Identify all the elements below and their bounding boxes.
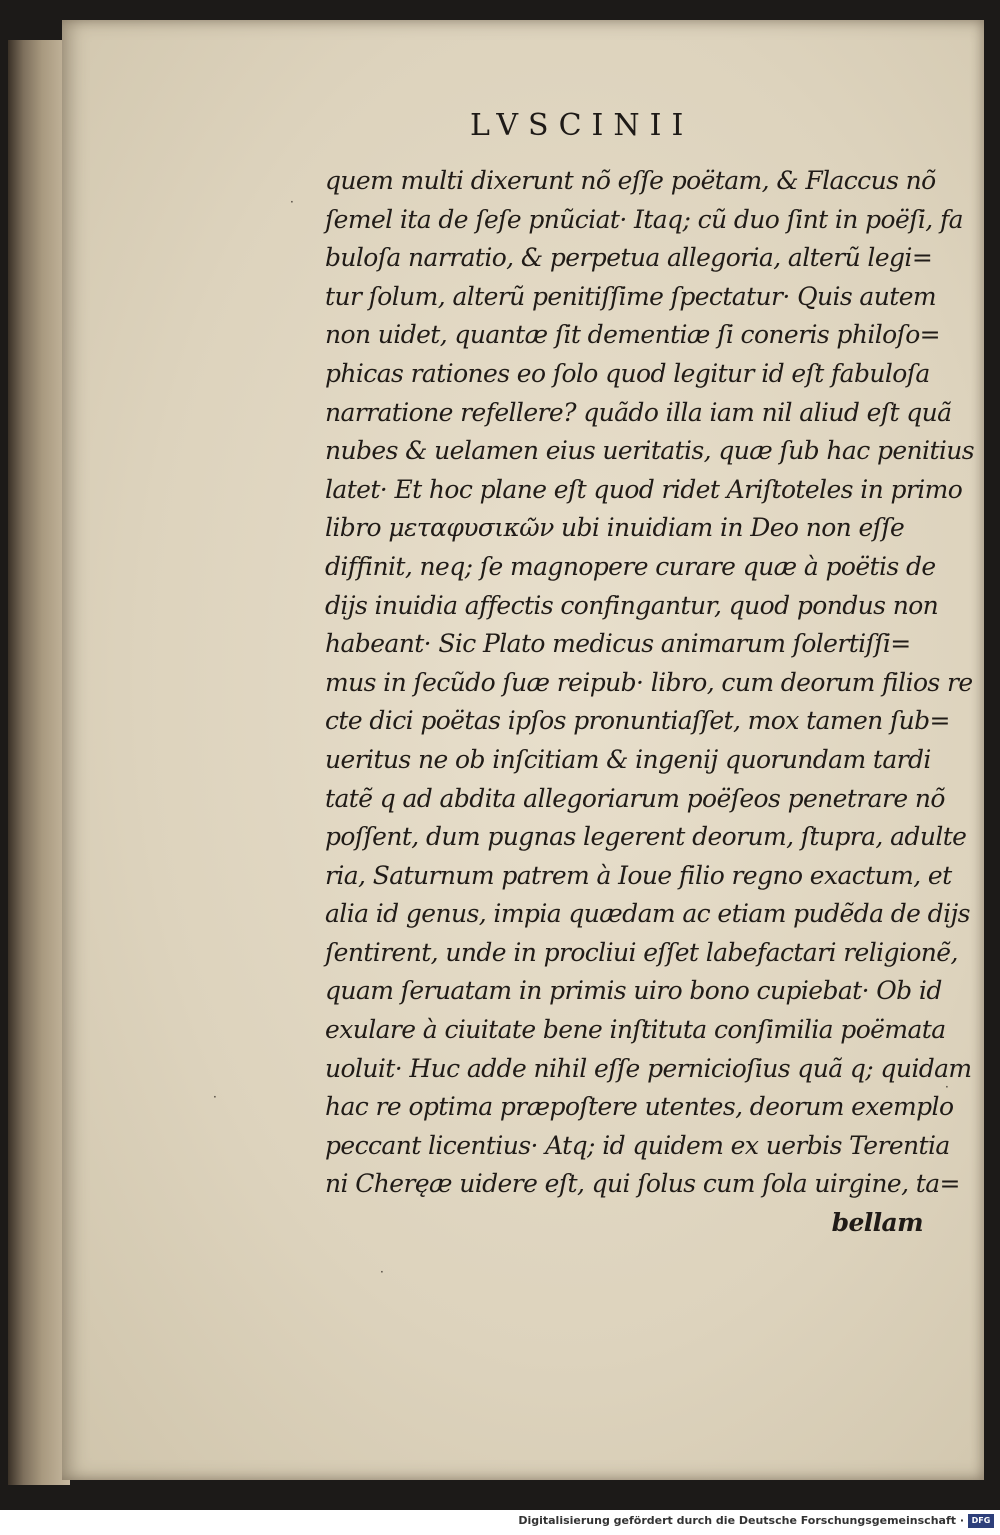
text-line: narratione refellere? quãdo illa iam nil aliud eſt quã — [325, 397, 952, 427]
text-line: tatẽ q ad abdita allegoriarum poëſeos penetrare nõ — [325, 783, 945, 813]
text-line: ni Cheręæ uidere eſt, qui ſolus cum ſola uirgine, ta= — [325, 1169, 960, 1199]
text-line: cte dici poëtas ipſos pronuntiaſſet, mox tamen ſub= — [325, 706, 950, 736]
text-line: habeant· Sic Plato medicus animarum ſolertiſſi= — [325, 629, 911, 659]
text-line: alia id genus, impia quædam ac etiam pudẽda de dijs — [325, 899, 970, 929]
dfg-logo: DFG — [968, 1514, 994, 1528]
ink-speck: · — [290, 195, 294, 209]
running-head: LVSCINII — [470, 108, 694, 143]
ink-speck: · — [213, 1090, 217, 1104]
text-line: mus in ſecũdo ſuæ reipub· libro, cum deorum filios re — [325, 667, 973, 697]
text-line: phicas rationes eo ſolo quod legitur id eſt fabuloſa — [325, 358, 930, 388]
text-line: peccant licentius· Atq; id quidem ex uerbis Terentia — [325, 1130, 950, 1160]
text-line: hac re optima præpoſtere utentes, deorum exemplo — [325, 1092, 954, 1122]
ink-speck: · — [380, 1265, 384, 1279]
ink-speck: · — [945, 1080, 949, 1094]
text-line: poſſent, dum pugnas legerent deorum, ſtupra, adulte — [325, 822, 967, 852]
book-binding-edge — [8, 40, 70, 1485]
text-line: ſentirent, unde in procliui eſſet labefactari religionẽ, — [325, 937, 958, 967]
text-line: libro μεταφυσικῶν ubi inuidiam in Deo non eſſe — [325, 513, 905, 543]
text-line: latet· Et hoc plane eſt quod ridet Ariſtoteles in primo — [325, 474, 963, 504]
text-line: diffinit, neq; ſe magnopere curare quæ à poëtis de — [325, 551, 936, 581]
body-text — [325, 162, 975, 1243]
text-line: ſemel ita de ſeſe pnũciat· Itaq; cũ duo ſint in poëſi, fa — [325, 204, 963, 234]
text-line: ueritus ne ob inſcitiam & ingenij quorundam tardi — [325, 744, 931, 774]
text-line: uoluit· Huc adde nihil eſſe pernicioſius quã q; quidam — [325, 1053, 972, 1083]
text-line: quam ſeruatam in primis uiro bono cupiebat· Ob id — [325, 976, 942, 1006]
text-line: exulare à ciuitate bene inſtituta conſimilia poëmata — [325, 1015, 946, 1045]
text-line: buloſa narratio, & perpetua allegoria, alterũ legi= — [325, 243, 933, 273]
text-line: nubes & uelamen eius ueritatis, quæ ſub hac penitius — [325, 436, 975, 466]
text-line: dijs inuidia affectis confingantur, quod pondus non — [325, 590, 939, 620]
text-line: ria, Saturnum patrem à Ioue filio regno exactum, et — [325, 860, 952, 890]
text-line: tur ſolum, alterũ penitiſſime ſpectatur· Quis autem — [325, 281, 936, 311]
footer-bar — [0, 1510, 1000, 1535]
text-line: non uidet, quantæ ſit dementiæ ſi coneris philoſo= — [325, 320, 941, 350]
funding-credit: Digitalisierung gefördert durch die Deutsche Forschungsgemeinschaft · — [518, 1514, 964, 1527]
text-line: quem multi dixerunt nõ eſſe poëtam, & Flaccus nõ — [325, 166, 936, 195]
catchword: bellam — [831, 1208, 923, 1238]
